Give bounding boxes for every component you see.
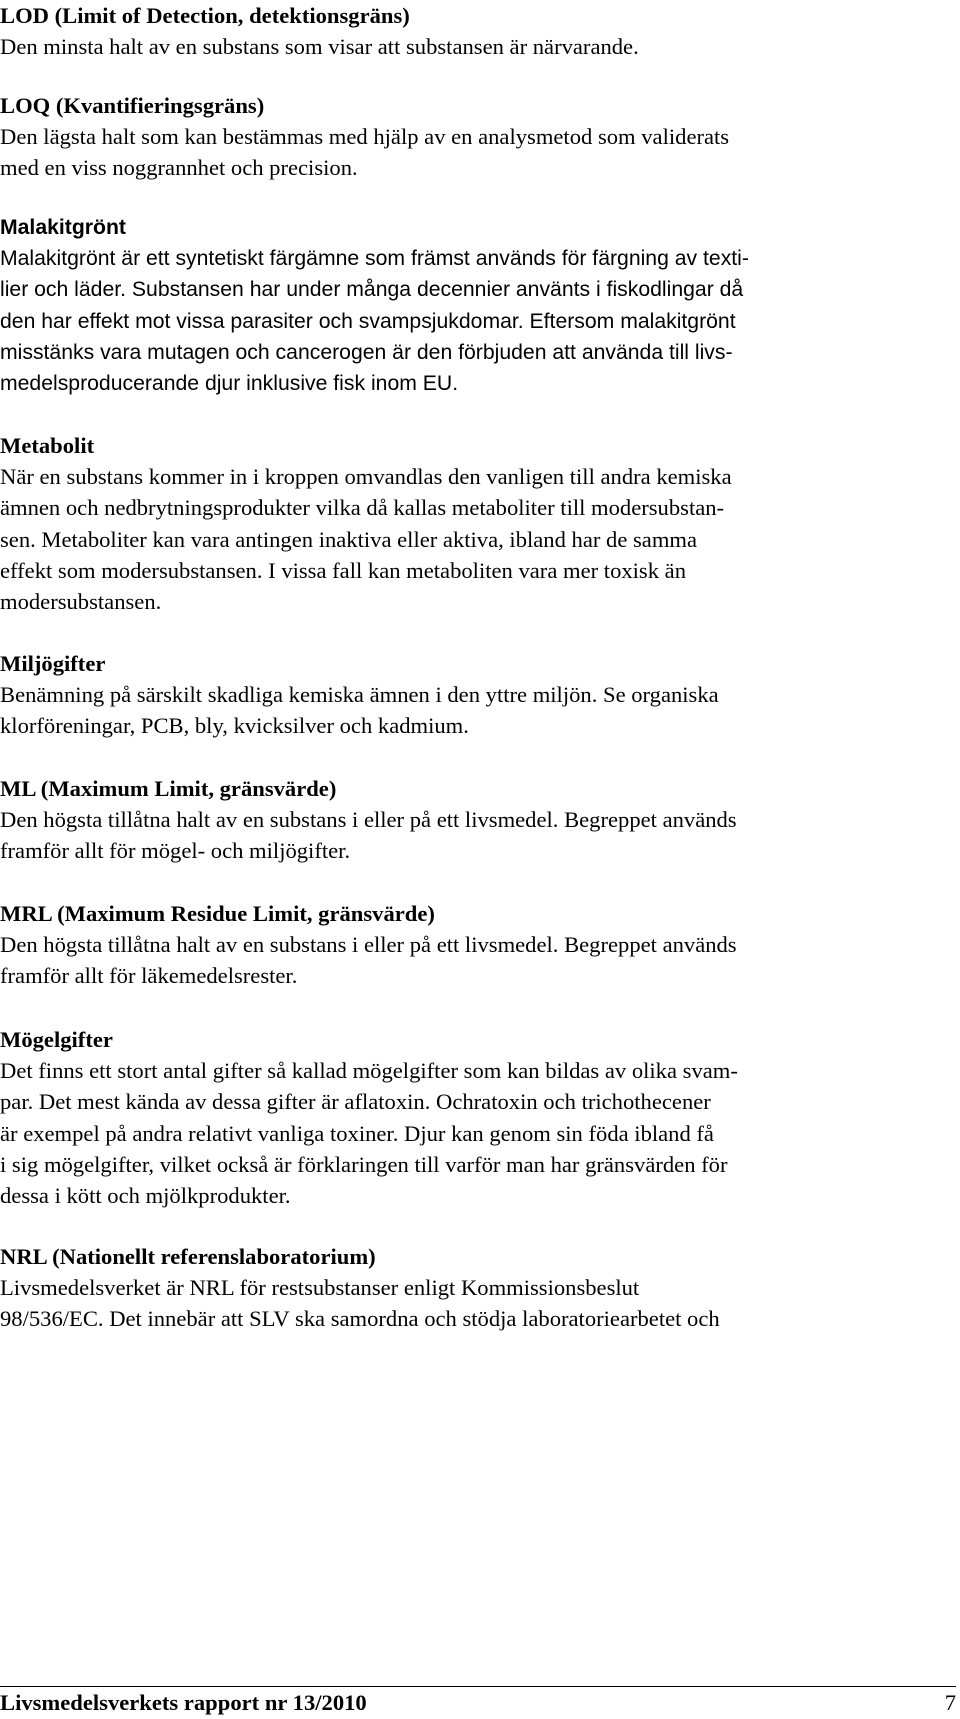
entry-text-line: lier och läder. Substansen har under många decennier använts i fiskodlingar då xyxy=(0,278,744,302)
glossary-entry-ml xyxy=(0,773,960,867)
entry-term: NRL (Nationellt referenslaboratorium) xyxy=(0,1244,376,1269)
entry-text-line: i sig mögelgifter, vilket också är förklaringen till varför man har gränsvärden för xyxy=(0,1151,728,1177)
entry-term: Malakitgrönt xyxy=(0,216,126,239)
entry-text-line: med en viss noggrannhet och precision. xyxy=(0,155,358,181)
entry-text-line: Livsmedelsverket är NRL för restsubstanser enligt Kommissionsbeslut xyxy=(0,1275,640,1301)
entry-text-line: Den lägsta halt som kan bestämmas med hjälp av en analysmetod som validerats xyxy=(0,124,730,150)
entry-text-line: Den högsta tillåtna halt av en substans i eller på ett livsmedel. Begreppet används xyxy=(0,807,737,833)
entry-text-line: misstänks vara mutagen och cancerogen är den förbjuden att använda till livs- xyxy=(0,340,733,364)
entry-text-line: Den minsta halt av en substans som visar att substansen är närvarande. xyxy=(0,34,639,60)
glossary-entry-loq xyxy=(0,90,960,184)
glossary-entry-lod xyxy=(0,0,960,62)
entry-text-line: 98/536/EC. Det innebär att SLV ska samordna och stödja laboratoriearbetet och xyxy=(0,1306,720,1332)
footer-divider xyxy=(0,1686,956,1687)
entry-term: MRL (Maximum Residue Limit, gränsvärde) xyxy=(0,901,435,926)
entry-text-line: medelsproducerande djur inklusive fisk inom EU. xyxy=(0,371,459,395)
report-title: Livsmedelsverkets rapport nr 13/2010 xyxy=(0,1690,367,1715)
entry-term: ML (Maximum Limit, gränsvärde) xyxy=(0,776,337,801)
glossary-entry-metabolit xyxy=(0,430,960,617)
entry-term: Mögelgifter xyxy=(0,1027,113,1052)
entry-text-line: När en substans kommer in i kroppen omvandlas den vanligen till andra kemiska xyxy=(0,464,732,490)
page-footer xyxy=(0,1686,960,1716)
entry-term: Metabolit xyxy=(0,433,95,458)
glossary-entry-mogelgifter xyxy=(0,1024,960,1211)
entry-text-line: ämnen och nedbrytningsprodukter vilka då kallas metaboliter till modersubstan- xyxy=(0,495,725,521)
entry-text-line: klorföreningar, PCB, bly, kvicksilver och kadmium. xyxy=(0,713,469,739)
entry-text-line: är exempel på andra relativt vanliga toxiner. Djur kan genom sin föda ibland få xyxy=(0,1120,714,1146)
entry-text-line: effekt som modersubstansen. I vissa fall kan metaboliten vara mer toxisk än xyxy=(0,557,686,583)
glossary-entry-mrl xyxy=(0,898,960,992)
entry-text-line: Malakitgrönt är ett syntetiskt färgämne som främst används för färgning av texti- xyxy=(0,247,749,271)
entry-text-line: par. Det mest kända av dessa gifter är aflatoxin. Ochratoxin och trichothecener xyxy=(0,1089,711,1115)
glossary-entry-malakitgront xyxy=(0,212,960,399)
entry-term: Miljögifter xyxy=(0,651,106,676)
entry-text-line: Benämning på särskilt skadliga kemiska ämnen i den yttre miljön. Se organiska xyxy=(0,682,719,708)
page-number: 7 xyxy=(944,1690,956,1715)
entry-text-line: framför allt för läkemedelsrester. xyxy=(0,963,298,989)
glossary-entry-nrl xyxy=(0,1241,960,1335)
entry-text-line: den har effekt mot vissa parasiter och svampsjukdomar. Eftersom malakitgrönt xyxy=(0,309,736,333)
entry-text-line: modersubstansen. xyxy=(0,588,162,614)
entry-term: LOD (Limit of Detection, detektionsgräns) xyxy=(0,3,410,28)
entry-text-line: Det finns ett stort antal gifter så kallad mögelgifter som kan bildas av olika svam- xyxy=(0,1058,738,1084)
entry-text-line: dessa i kött och mjölkprodukter. xyxy=(0,1182,291,1208)
entry-text-line: sen. Metaboliter kan vara antingen inaktiva eller aktiva, ibland har de samma xyxy=(0,526,698,552)
glossary-entry-miljogifter xyxy=(0,648,960,742)
entry-text-line: Den högsta tillåtna halt av en substans i eller på ett livsmedel. Begreppet används xyxy=(0,932,737,958)
entry-text-line: framför allt för mögel- och miljögifter. xyxy=(0,838,351,864)
entry-term: LOQ (Kvantifieringsgräns) xyxy=(0,93,265,118)
